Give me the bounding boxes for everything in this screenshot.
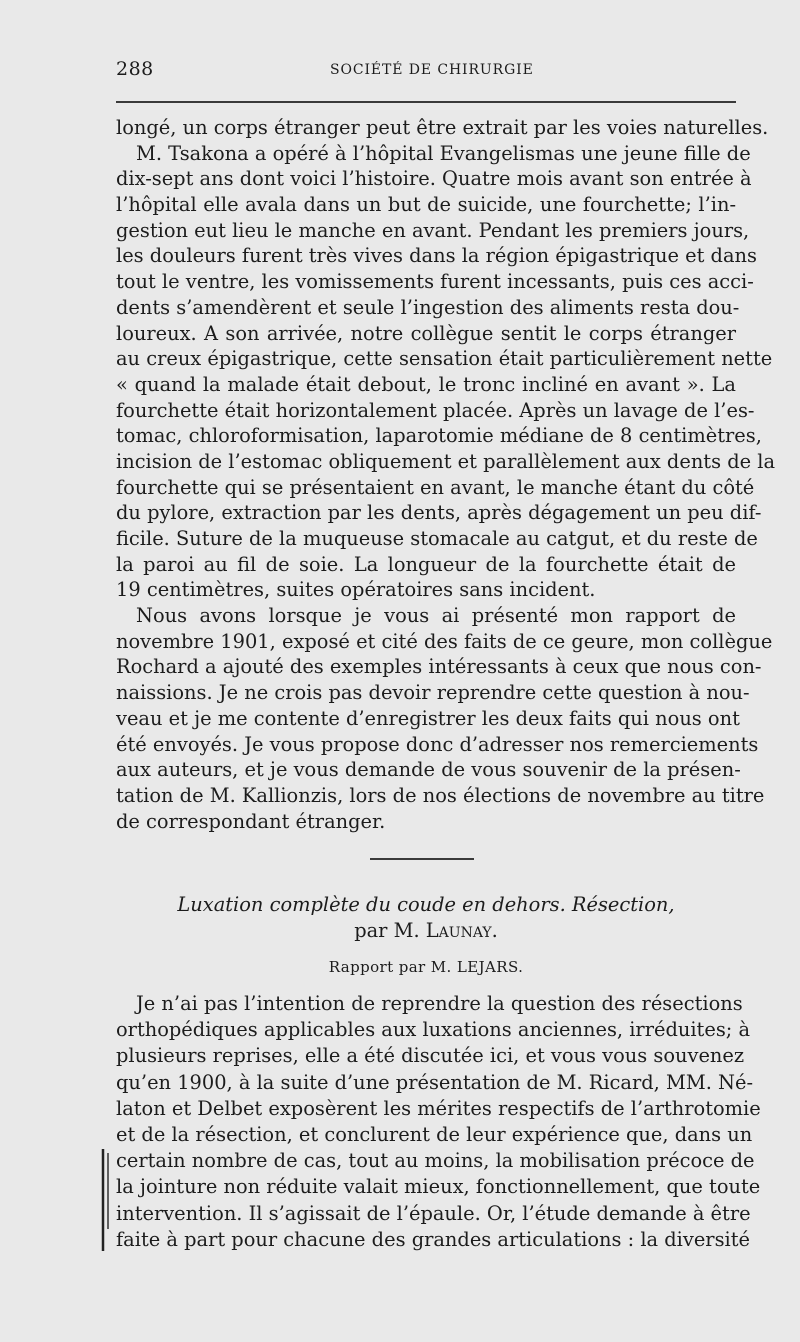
text-line: tation de M. Kallionzis, lors de nos élections de novembre au titre <box>116 783 765 807</box>
text-line: naissions. Je ne crois pas devoir reprendre cette question à nou- <box>116 681 750 705</box>
text-line: tomac, chloroformisation, laparotomie médiane de 8 centimètres, <box>116 424 762 448</box>
text-line: loureux. A son arrivée, notre collègue sentit le corps étranger <box>116 321 736 345</box>
text-line: l’hôpital elle avala dans un but de suicide, une fourchette; l’in- <box>116 193 736 217</box>
text-line: incision de l’estomac obliquement et parallèlement aux dents de la <box>116 449 776 473</box>
text-line: intervention. Il s’agissait de l’épaule. Or, l’étude demande à être <box>116 1201 751 1225</box>
text-line: qu’en 1900, à la suite d’une présentation de M. Ricard, MM. Né- <box>116 1070 754 1094</box>
article-author <box>116 918 736 944</box>
text-line: ficile. Suture de la muqueuse stomacale au catgut, et du reste de <box>116 527 758 550</box>
margin-bracket-mark <box>97 1147 115 1255</box>
article-body <box>116 991 761 1253</box>
text-line: certain nombre de cas, tout au moins, la mobilisation précoce de <box>116 1149 755 1173</box>
report-body <box>116 115 776 834</box>
text-line: orthopédiques applicables aux luxations anciennes, irréduites; à <box>116 1018 751 1042</box>
section-separator <box>370 858 474 860</box>
text-line: M. Tsakona a opéré à l’hôpital Evangelismas une jeune fille de <box>136 141 751 165</box>
article-title: Luxation complète du coude en dehors. Résection, <box>177 893 675 916</box>
text-line: aux auteurs, et je vous demande de vous souvenir de la présen- <box>116 758 741 782</box>
text-line: laton et Delbet exposèrent les mérites respectifs de l’arthrotomie <box>116 1096 761 1120</box>
text-line: de correspondant étranger. <box>116 809 386 833</box>
text-line: fourchette qui se présentaient en avant, le manche étant du côté <box>116 475 755 499</box>
text-line: Rochard a ajouté des exemples intéressants à ceux que nous con- <box>116 655 762 679</box>
author-prefix: par M. <box>354 919 420 942</box>
text-line: Nous avons lorsque je vous ai présenté mon rapport de <box>136 604 736 628</box>
text-line: gestion eut lieu le manche en avant. Pendant les premiers jours, <box>116 218 750 242</box>
author-name: Launay. <box>425 919 498 942</box>
text-line: été envoyés. Je vous propose donc d’adresser nos remerciements <box>116 732 759 756</box>
text-line: la jointure non réduite valait mieux, fonctionnellement, que toute <box>116 1175 761 1199</box>
text-line: la paroi au fil de soie. La longueur de la fourchette était de <box>116 552 736 576</box>
text-line: fourchette était horizontalement placée. Après un lavage de l’es- <box>116 398 755 422</box>
text-line: 19 centimètres, suites opératoires sans incident. <box>116 578 596 602</box>
page-number: 288 <box>116 58 154 80</box>
header-rule <box>116 101 736 103</box>
text-line: Je n’ai pas l’intention de reprendre la question des résections <box>136 992 743 1015</box>
text-line: tout le ventre, les vomissements furent incessants, puis ces acci- <box>116 270 754 294</box>
text-line: « quand la malade était debout, le tronc incliné en avant ». La <box>116 372 736 396</box>
text-line: novembre 1901, exposé et cité des faits de ce geure, mon collègue <box>116 629 773 653</box>
running-head: SOCIÉTÉ DE CHIRURGIE <box>330 62 534 78</box>
text-line: veau et je me contente d’enregistrer les deux faits qui nous ont <box>116 706 740 730</box>
text-line: les douleurs furent très vives dans la région épigastrique et dans <box>116 244 757 268</box>
text-line: longé, un corps étranger peut être extrait par les voies naturelles. <box>116 116 769 139</box>
text-line: dents s’amendèrent et seule l’ingestion des aliments resta dou- <box>116 295 740 319</box>
text-line: du pylore, extraction par les dents, après dégagement un peu dif- <box>116 501 762 525</box>
text-line: faite à part pour chacune des grandes articulations : la diversité <box>116 1227 750 1251</box>
rapporteur-line: Rapport par M. LEJARS. <box>328 958 524 976</box>
text-line: et de la résection, et conclurent de leur expérience que, dans un <box>116 1122 753 1146</box>
page-header <box>116 58 736 88</box>
text-line: plusieurs reprises, elle a été discutée ici, et vous vous souvenez <box>116 1044 745 1068</box>
text-line: au creux épigastrique, cette sensation était particulièrement nette <box>116 347 773 371</box>
text-line: dix-sept ans dont voici l’histoire. Quatre mois avant son entrée à <box>116 167 752 191</box>
